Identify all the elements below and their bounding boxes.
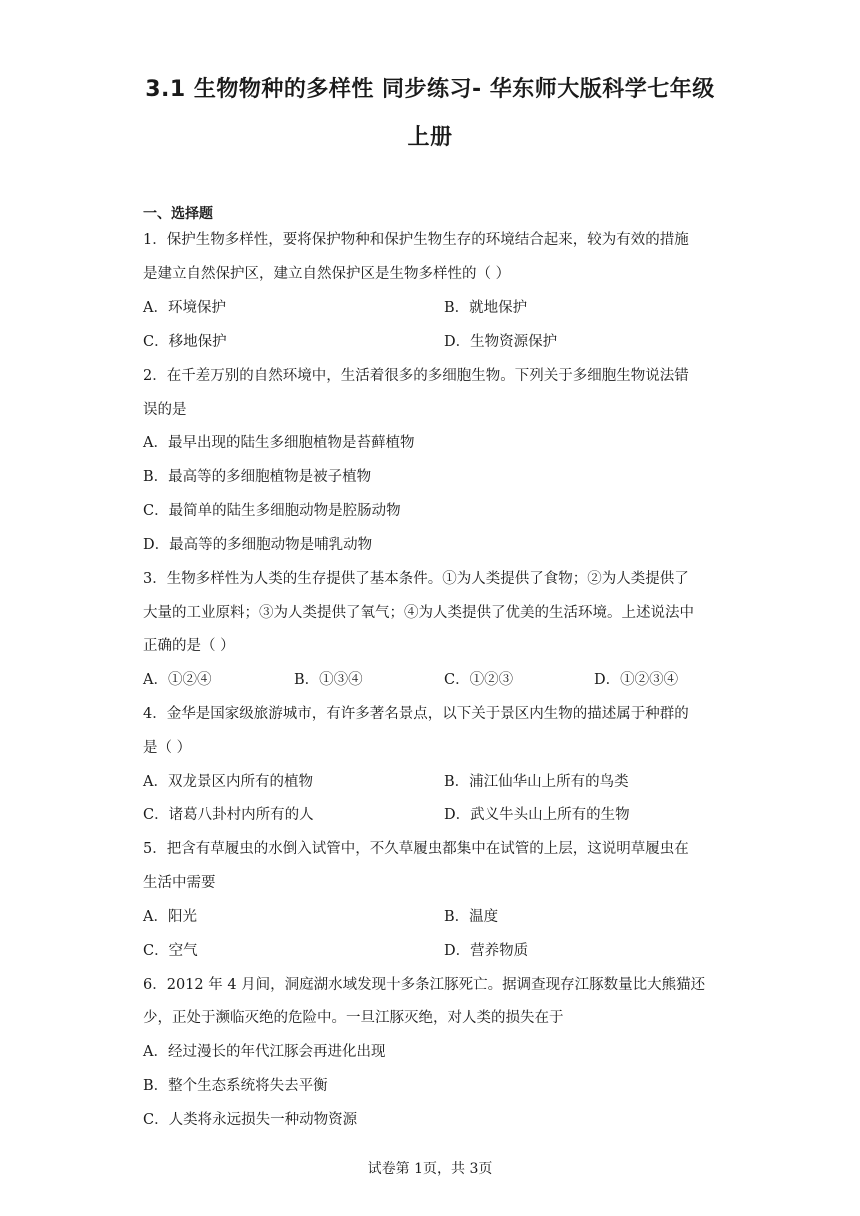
q3-option-a[interactable]: A．①②④: [143, 672, 212, 688]
q4-stem-line1: 4．金华是国家级旅游城市，有许多著名景点，以下关于景区内生物的描述属于种群的: [143, 706, 689, 722]
q6-option-c[interactable]: C．人类将永远损失一种动物资源: [143, 1112, 358, 1128]
page-title-line1: 3.1 生物物种的多样性 同步练习- 华东师大版科学七年级: [145, 77, 715, 102]
q5-option-c[interactable]: C．空气: [143, 943, 198, 959]
q6-option-a[interactable]: A．经过漫长的年代江豚会再进化出现: [143, 1044, 386, 1060]
q2-option-b[interactable]: B．最高等的多细胞植物是被子植物: [143, 469, 372, 485]
page-title-line2: 上册: [407, 125, 453, 150]
q3-option-b[interactable]: B．①③④: [294, 672, 363, 688]
q6-stem-line2: 少，正处于濒临灭绝的危险中。一旦江豚灭绝，对人类的损失在于: [143, 1010, 564, 1026]
q1-option-a[interactable]: A．环境保护: [143, 300, 226, 316]
q2-option-d[interactable]: D．最高等的多细胞动物是哺乳动物: [143, 537, 373, 553]
q1-option-d[interactable]: D．生物资源保护: [444, 334, 558, 350]
q5-option-a[interactable]: A．阳光: [143, 909, 197, 925]
q2-option-a[interactable]: A．最早出现的陆生多细胞植物是苔藓植物: [143, 435, 415, 451]
q4-option-b[interactable]: B．浦江仙华山上所有的鸟类: [444, 774, 629, 790]
q5-stem-line2: 生活中需要: [143, 875, 216, 891]
q3-stem-line2: 大量的工业原料；③为人类提供了氧气；④为人类提供了优美的生活环境。上述说法中: [143, 605, 694, 621]
q3-stem-line3: 正确的是（ ）: [143, 638, 235, 654]
section-heading: 一、选择题: [143, 206, 213, 222]
q6-option-b[interactable]: B．整个生态系统将失去平衡: [143, 1078, 328, 1094]
q5-option-b[interactable]: B．温度: [444, 909, 499, 925]
q4-option-c[interactable]: C．诸葛八卦村内所有的人: [143, 807, 314, 823]
q1-option-c[interactable]: C．移地保护: [143, 334, 227, 350]
q2-stem-line2: 误的是: [143, 402, 187, 418]
page-footer: 试卷第 1页，共 3页: [367, 1161, 493, 1177]
q3-option-d[interactable]: D．①②③④: [594, 672, 679, 688]
q1-stem-line2: 是建立自然保护区，建立自然保护区是生物多样性的（ ）: [143, 266, 511, 282]
q2-option-c[interactable]: C．最简单的陆生多细胞动物是腔肠动物: [143, 503, 401, 519]
q5-option-d[interactable]: D．营养物质: [444, 943, 529, 959]
q5-stem-line1: 5．把含有草履虫的水倒入试管中，不久草履虫都集中在试管的上层，这说明草履虫在: [143, 841, 689, 857]
q3-stem-line1: 3．生物多样性为人类的生存提供了基本条件。①为人类提供了食物；②为人类提供了: [143, 571, 689, 587]
q1-stem-line1: 1．保护生物多样性，要将保护物种和保护生物生存的环境结合起来，较为有效的措施: [143, 232, 689, 248]
q4-option-a[interactable]: A．双龙景区内所有的植物: [143, 774, 313, 790]
q4-stem-line2: 是（ ）: [143, 740, 192, 756]
q3-option-c[interactable]: C．①②③: [444, 672, 514, 688]
q2-stem-line1: 2．在千差万别的自然环境中，生活着很多的多细胞生物。下列关于多细胞生物说法错: [143, 368, 689, 384]
q4-option-d[interactable]: D．武义牛头山上所有的生物: [444, 807, 630, 823]
q1-option-b[interactable]: B．就地保护: [444, 300, 528, 316]
q6-stem-line1: 6．2012 年 4 月间，洞庭湖水域发现十多条江豚死亡。据调查现存江豚数量比大熊猫还: [143, 977, 706, 993]
